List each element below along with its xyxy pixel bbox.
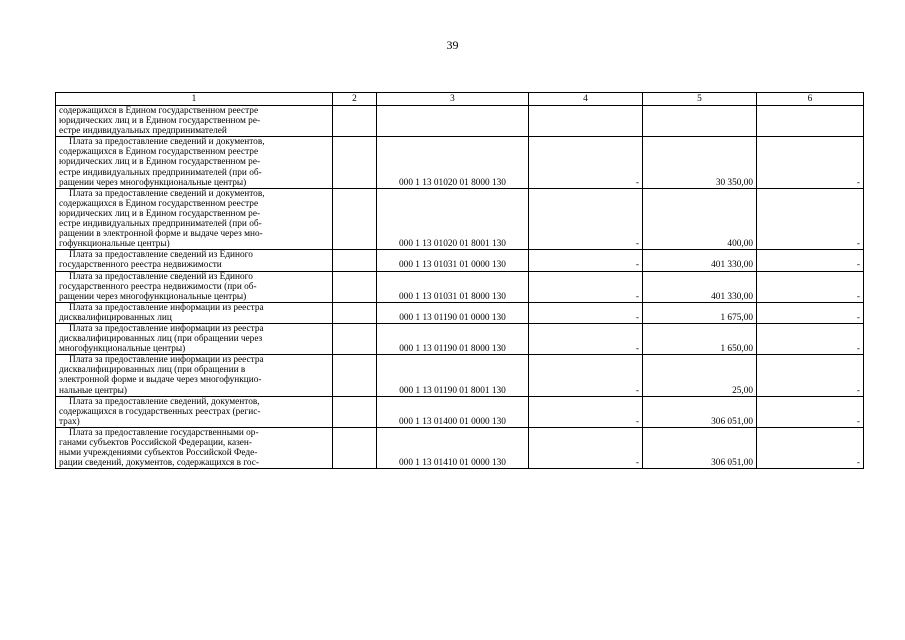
row-amount: 306 051,00 xyxy=(643,427,757,468)
description-line: ращении через многофункциональные центры) xyxy=(59,291,247,302)
row-col-6: - xyxy=(757,427,864,468)
row-col-4 xyxy=(529,106,643,137)
row-code: 000 1 13 01190 01 8000 130 xyxy=(377,323,529,354)
header-row xyxy=(56,93,864,106)
row-col-6: - xyxy=(757,323,864,354)
row-col-4: - xyxy=(529,188,643,250)
row-col-4: - xyxy=(529,250,643,271)
description-line: дисквалифицированных лиц (при обращении через xyxy=(59,334,263,345)
row-code: 000 1 13 01020 01 8000 130 xyxy=(377,137,529,188)
row-col-2 xyxy=(333,106,377,137)
description-line: трах) xyxy=(59,416,80,427)
description-line: ращении в электронной форме и выдаче через мно- xyxy=(59,229,263,240)
row-code: 000 1 13 01400 01 0000 130 xyxy=(377,396,529,427)
row-description xyxy=(56,137,333,188)
row-amount: 400,00 xyxy=(643,188,757,250)
row-col-4: - xyxy=(529,355,643,396)
description-line: Плата за предоставление сведений и документов, xyxy=(69,137,265,148)
table-row xyxy=(56,355,864,396)
row-col-2 xyxy=(333,250,377,271)
description-line: ращении через многофункциональные центры) xyxy=(59,177,247,188)
description-line: дисквалифицированных лиц xyxy=(59,312,172,323)
page-number: 39 xyxy=(446,38,459,52)
table-row xyxy=(56,396,864,427)
row-col-2 xyxy=(333,271,377,302)
row-code: 000 1 13 01190 01 0000 130 xyxy=(377,302,529,323)
row-code xyxy=(377,106,529,137)
row-description xyxy=(56,302,333,323)
table-row xyxy=(56,427,864,468)
table-row xyxy=(56,137,864,188)
row-col-6 xyxy=(757,106,864,137)
row-code: 000 1 13 01410 01 0000 130 xyxy=(377,427,529,468)
row-col-6: - xyxy=(757,396,864,427)
description-line: юридических лиц и в Едином государственном ре- xyxy=(59,116,261,127)
description-line: юридических лиц и в Едином государственном ре- xyxy=(59,208,261,219)
row-code: 000 1 13 01031 01 0000 130 xyxy=(377,250,529,271)
row-description xyxy=(56,188,333,250)
row-amount: 401 330,00 xyxy=(643,271,757,302)
row-col-2 xyxy=(333,137,377,188)
row-code: 000 1 13 01190 01 8001 130 xyxy=(377,355,529,396)
row-amount: 401 330,00 xyxy=(643,250,757,271)
row-col-6: - xyxy=(757,271,864,302)
row-description xyxy=(56,271,333,302)
row-description xyxy=(56,323,333,354)
description-line: Плата за предоставление информации из реестра xyxy=(69,323,264,334)
row-col-2 xyxy=(333,355,377,396)
header-col-5: 5 xyxy=(643,93,757,106)
row-col-6: - xyxy=(757,302,864,323)
row-amount: 1 675,00 xyxy=(643,302,757,323)
row-description xyxy=(56,106,333,137)
description-line: Плата за предоставление государственными ор- xyxy=(69,427,259,438)
row-col-4: - xyxy=(529,396,643,427)
description-line: естре индивидуальных предпринимателей (при об- xyxy=(59,167,262,178)
description-line: Плата за предоставление сведений из Единого xyxy=(69,271,253,282)
row-col-6: - xyxy=(757,137,864,188)
description-line: содержащихся в Едином государственном реестре xyxy=(59,106,259,116)
description-line: электронной форме и выдаче через многофункцио- xyxy=(59,375,262,386)
row-amount: 306 051,00 xyxy=(643,396,757,427)
description-line: содержащихся в Едином государственном реестре xyxy=(59,147,259,158)
table-row xyxy=(56,302,864,323)
header-col-4: 4 xyxy=(529,93,643,106)
table-row xyxy=(56,250,864,271)
header-col-2: 2 xyxy=(333,93,377,106)
row-col-6: - xyxy=(757,250,864,271)
description-line: Плата за предоставление сведений, документов, xyxy=(69,396,260,407)
row-amount: 30 350,00 xyxy=(643,137,757,188)
description-line: многофункциональные центры) xyxy=(59,344,186,355)
description-line: дисквалифицированных лиц (при обращении в xyxy=(59,365,246,376)
description-line: естре индивидуальных предпринимателей (при об- xyxy=(59,219,262,230)
description-line: Плата за предоставление информации из реестра xyxy=(69,302,264,313)
row-col-4: - xyxy=(529,302,643,323)
description-line: Плата за предоставление информации из реестра xyxy=(69,355,264,366)
header-col-1: 1 xyxy=(56,93,333,106)
row-col-4: - xyxy=(529,323,643,354)
description-line: Плата за предоставление сведений и документов, xyxy=(69,188,265,199)
description-line: государственного реестра недвижимости xyxy=(59,260,222,271)
row-col-4: - xyxy=(529,271,643,302)
description-line: гофункциональные центры) xyxy=(59,239,170,250)
row-code: 000 1 13 01031 01 8000 130 xyxy=(377,271,529,302)
row-amount: 1 650,00 xyxy=(643,323,757,354)
row-description xyxy=(56,250,333,271)
table-row xyxy=(56,106,864,137)
description-line: нальные центры) xyxy=(59,385,127,396)
row-col-2 xyxy=(333,323,377,354)
row-description xyxy=(56,396,333,427)
description-line: ными учреждениями субъектов Российской Феде- xyxy=(59,448,258,459)
table-row xyxy=(56,323,864,354)
table-row xyxy=(56,188,864,250)
row-col-2 xyxy=(333,427,377,468)
header-col-6: 6 xyxy=(757,93,864,106)
row-description xyxy=(56,427,333,468)
row-col-2 xyxy=(333,302,377,323)
row-col-6: - xyxy=(757,355,864,396)
row-amount: 25,00 xyxy=(643,355,757,396)
row-amount xyxy=(643,106,757,137)
description-line: содержащихся в государственных реестрах (регис- xyxy=(59,406,261,417)
description-line: ганами субъектов Российской Федерации, казен- xyxy=(59,438,252,448)
table-row xyxy=(56,271,864,302)
description-line: Плата за предоставление сведений из Единого xyxy=(69,250,253,261)
row-col-2 xyxy=(333,396,377,427)
description-line: естре индивидуальных предпринимателей xyxy=(59,126,227,137)
description-line: государственного реестра недвижимости (при об- xyxy=(59,281,257,292)
description-line: содержащихся в Едином государственном реестре xyxy=(59,198,259,209)
table-body xyxy=(56,106,864,469)
row-col-4: - xyxy=(529,427,643,468)
row-col-4: - xyxy=(529,137,643,188)
description-line: юридических лиц и в Едином государственном ре- xyxy=(59,157,261,168)
description-line: рации сведений, документов, содержащихся в гос- xyxy=(59,458,260,469)
row-description xyxy=(56,355,333,396)
row-col-2 xyxy=(333,188,377,250)
row-code: 000 1 13 01020 01 8001 130 xyxy=(377,188,529,250)
budget-table xyxy=(55,92,864,469)
row-col-6: - xyxy=(757,188,864,250)
header-col-3: 3 xyxy=(377,93,529,106)
